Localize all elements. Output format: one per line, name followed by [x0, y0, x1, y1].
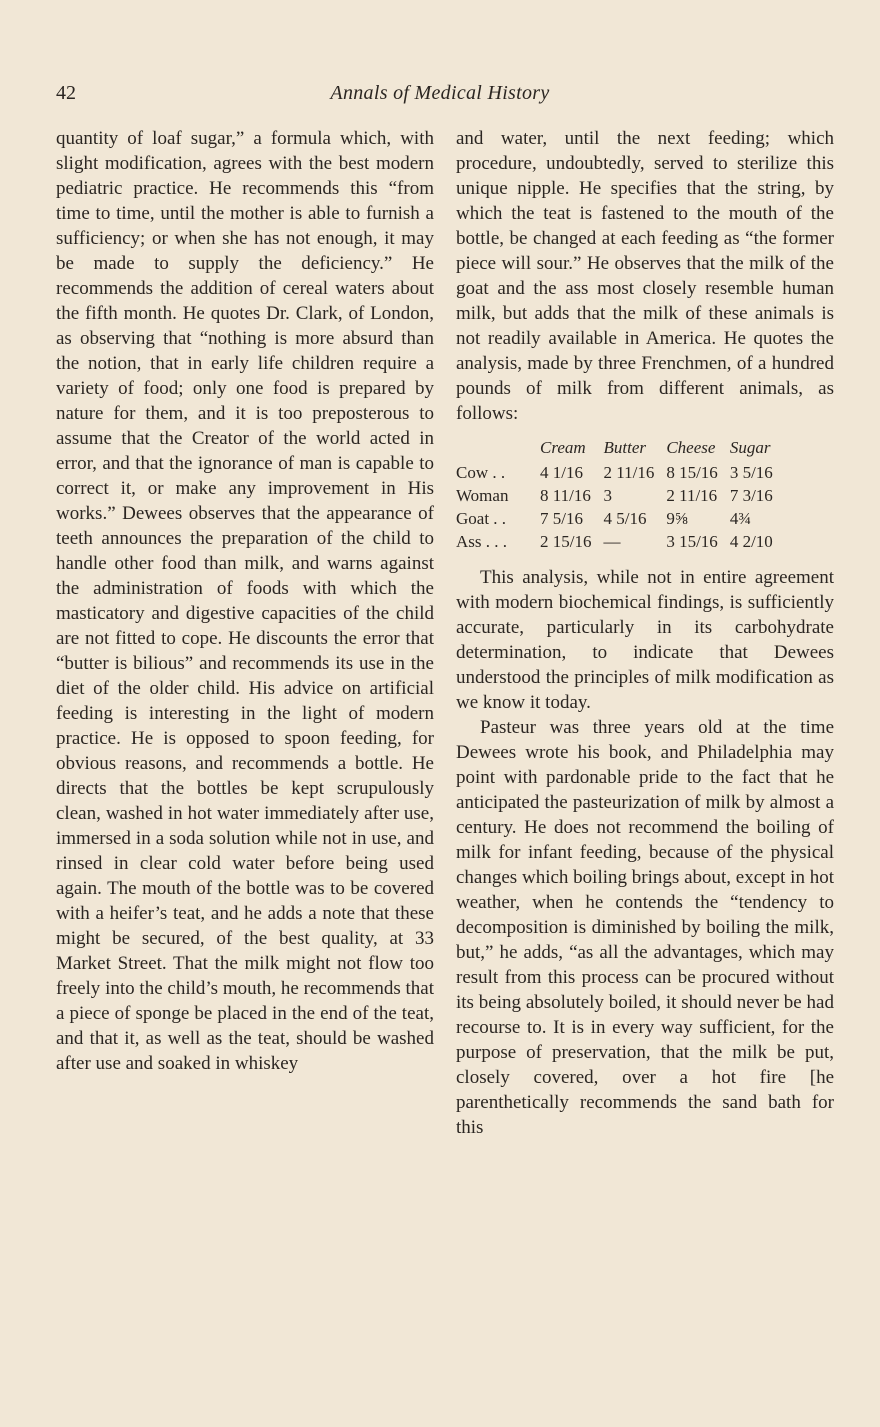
table-cell: 3 15/16 [666, 532, 718, 551]
table-cell: 9⅝ [666, 509, 688, 528]
table-header-cell [456, 436, 540, 461]
right-paragraph-1: and water, until the next feeding; which procedure, undoubtedly, served to sterilize this unique nipple. He specifies that the string, by which the teat is fastened to the mouth of the bottle, be changed at each feeding as “the former piece will sour.” He observes that the milk of the goat and the ass most closely resemble human milk, but adds that the milk of these animals is not readily available in America. He quotes the analysis, made by three Frenchmen, of a hundred pounds of milk from different animals, as follows: [456, 128, 834, 424]
table-row [456, 461, 785, 484]
table-cell: 4¾ [729, 509, 752, 528]
table-header-row [456, 436, 785, 461]
left-column [56, 126, 434, 1076]
table-cell: 7 5/16 [540, 509, 583, 528]
table-cell: 4 2/10 [729, 532, 773, 551]
right-paragraph-3: Pasteur was three years old at the time Dewees wrote his book, and Philadelphia may point with pardonable pride to the fact that he anticipated the pasteurization of milk by almost a century. He does not recommend the boiling of milk for infant feeding, because of the physical changes which boiling brings about, except in hot weather, when he contends the “tendency to decomposition is diminished by boiling the milk, but,” he adds, “as all the advantages, which may result from this process can be procured without its being absolutely boiled, it should never be had recourse to. It is in every way sufficient, for the purpose of preservation, that the milk be put, closely covered, over a hot fire [he parenthetically recommends the sand bath for this [456, 717, 834, 1138]
right-column [456, 126, 834, 1140]
page-header [0, 82, 880, 112]
table-header-cell: Cream [540, 438, 586, 457]
table-cell: Woman [456, 486, 509, 505]
table-row [456, 507, 785, 530]
running-title: Annals of Medical History [330, 82, 550, 104]
table-cell: 2 11/16 [666, 486, 718, 505]
table-cell: 4 5/16 [603, 509, 647, 528]
table-cell: 3 5/16 [729, 463, 773, 482]
table-cell: 7 3/16 [729, 486, 773, 505]
table-cell: 2 11/16 [603, 463, 655, 482]
table-cell: — [603, 532, 621, 551]
page-number: 42 [56, 82, 76, 104]
left-paragraph: quantity of loaf sugar,” a formula which, with slight modification, agrees with the best modern pediatric practice. He recommends this “from time to time, until the mother is able to furnish a sufficiency; or when she has not enough, it may be made to supply the deficiency.” He recommends the addition of cereal waters about the fifth month. He quotes Dr. Clark, of London, as observing that “nothing is more absurd than the notion, that in early life children require a variety of food; only one food is prepared by nature for them, and it is too preposterous to assume that the Creator of the world acted in error, and that the ignorance of man is capable to correct it, or make any improvement in His works.” Dewees observes that the appearance of teeth announces the preparation of the child to handle other food than milk, and warns against the administration of foods with which the masticatory and digestive capacities of the child are not fitted to cope. He discounts the error that “butter is bilious” and recommends its use in the diet of the older child. His advice on artificial feeding is interesting in the light of modern practice. He is opposed to spoon feeding, for obvious reasons, and recommends a bottle. He directs that the bottles be kept scrupulously clean, washed in hot water immediately after use, immersed in a soda solution while not in use, and rinsed in clear cold water before being used again. The mouth of the bottle was to be covered with a heifer’s teat, and he adds a note that these might be secured, of the best quality, at 33 Market Street. That the milk might not flow too freely into the child’s mouth, he recommends that a piece of sponge be placed in the end of the teat, and that it, as well as the teat, should be washed after use and soaked in whiskey [56, 128, 434, 1074]
table-header-cell: Cheese [666, 438, 716, 457]
table-cell: 8 15/16 [666, 463, 718, 482]
table-row [456, 530, 785, 553]
table-cell: 4 1/16 [540, 463, 583, 482]
milk-analysis-table [456, 436, 785, 553]
table-header-cell: Butter [603, 438, 646, 457]
table-row [456, 484, 785, 507]
table-cell: Ass . . . [456, 532, 508, 551]
table-cell: 8 11/16 [540, 486, 591, 505]
table-header-cell: Sugar [729, 438, 771, 457]
table-cell: 3 [603, 486, 612, 505]
table-cell: Goat . . [456, 509, 507, 528]
right-paragraph-2: This analysis, while not in entire agreement with modern biochemical findings, is sufficiently accurate, particularly in its carbohydrate determination, to indicate that Dewees understood the principles of milk modification as we know it today. [456, 567, 834, 713]
table-cell: 2 15/16 [540, 532, 592, 551]
table-cell: Cow . . [456, 463, 506, 482]
